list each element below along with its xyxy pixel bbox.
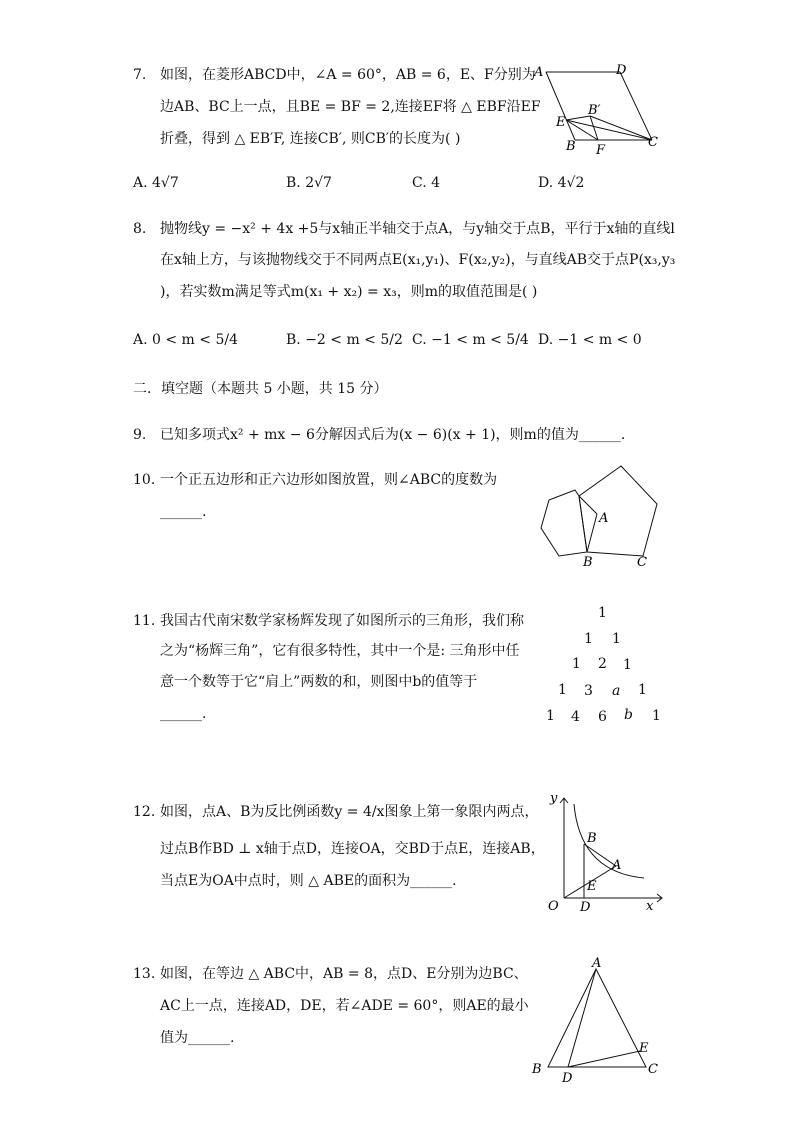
q12-label-E: E — [587, 879, 597, 894]
q12-label-y: y — [550, 791, 558, 806]
q10-label-B: B — [583, 555, 593, 570]
section-2-title: 二．填空题（本题共 5 小题，共 15 分） — [133, 381, 388, 397]
q12-label-B: B — [587, 831, 597, 846]
q8-line-3: )，若实数m满足等式m(x₁ + x₂) = x₃，则m的取值范围是( ) — [160, 284, 538, 300]
q10-polygons-figure — [535, 460, 665, 570]
q12-label-O: O — [548, 899, 559, 914]
q7-label-E: E — [556, 115, 566, 130]
q12-line-3: 当点E为OA中点时，则 △ ABE的面积为______. — [160, 873, 457, 889]
q12-label-A: A — [612, 858, 622, 873]
tri-r4-c2: 3 — [584, 683, 593, 699]
q11-number: 11. — [133, 613, 156, 629]
q12-line-2: 过点B作BD ⊥ x轴于点D，连接OA，交BD于点E，连接AB， — [160, 841, 545, 857]
tri-r2-c2: 1 — [612, 631, 621, 647]
q13-label-D: D — [562, 1071, 573, 1085]
q8-line-2: 在x轴上方，与该抛物线交于不同两点E(x₁,y₁)、F(x₂,y₂)，与直线AB交于点P(x₃,y₃ — [160, 252, 676, 268]
tri-r5-c1: 1 — [546, 708, 555, 724]
tri-r5-c2: 4 — [571, 709, 580, 725]
tri-r5-c3: 6 — [598, 709, 607, 725]
tri-r3-c2: 2 — [598, 656, 607, 672]
tri-r4-c1: 1 — [558, 682, 567, 698]
q7-option-c: C. 4 — [412, 175, 441, 191]
q13-line-3: 值为______. — [160, 1030, 235, 1046]
q8-option-a: A. 0 < m < 5/4 — [133, 332, 238, 348]
q13-line-2: AC上一点，连接AD，DE，若∠ADE = 60°，则AE的最小 — [160, 998, 529, 1014]
q10-label-A: A — [599, 511, 609, 526]
q7-label-Bp: B′ — [588, 103, 601, 118]
q13-label-A: A — [592, 956, 602, 971]
q7-label-A: A — [534, 65, 544, 80]
tri-r4-c4: 1 — [638, 682, 647, 698]
tri-r2-c1: 1 — [584, 631, 593, 647]
q12-label-D: D — [580, 900, 591, 915]
q7-option-b: B. 2√7 — [286, 175, 332, 191]
q7-option-a: A. 4√7 — [133, 175, 179, 191]
q13-label-E: E — [639, 1041, 649, 1056]
q8-option-b: B. −2 < m < 5/2 — [286, 332, 403, 348]
q11-line-2: 之为“杨辉三角”，它有很多特性，其中一个是: 三角形中任 — [160, 643, 520, 659]
tri-r4-c3: a — [612, 683, 621, 699]
q7-label-C: C — [648, 135, 658, 150]
q13-label-B: B — [532, 1062, 542, 1077]
q12-label-x: x — [646, 899, 654, 914]
tri-r5-c5: 1 — [652, 708, 661, 724]
q13-label-C: C — [648, 1062, 658, 1077]
q7-label-D: D — [616, 63, 627, 78]
q7-label-F: F — [596, 143, 606, 158]
q10-number: 10. — [133, 472, 156, 488]
q11-line-1: 我国古代南宋数学家杨辉发现了如图所示的三角形，我们称 — [160, 613, 524, 629]
q12-number: 12. — [133, 804, 156, 820]
q13-number: 13. — [133, 966, 156, 982]
q8-line-1: 抛物线y = −x² + 4x +5与x轴正半轴交于点A，与y轴交于点B，平行于x轴的直线l — [160, 221, 675, 237]
q7-number: 7. — [133, 67, 147, 83]
tri-r1-c1: 1 — [598, 605, 607, 621]
q7-line-2: 边AB、BC上一点，且BE = BF = 2,连接EF将 △ EBF沿EF — [160, 99, 541, 115]
tri-r3-c1: 1 — [572, 656, 581, 672]
q7-line-1: 如图，在菱形ABCD中，∠A = 60°，AB = 6，E、F分别为 — [160, 67, 536, 83]
q12-inverse-function-figure — [540, 790, 670, 915]
q9-number: 9. — [133, 427, 147, 443]
q11-line-3: 意一个数等于它“肩上”两数的和，则图中b的值等于 — [160, 674, 478, 690]
q7-label-B: B — [566, 139, 576, 154]
q8-number: 8. — [133, 221, 147, 237]
q13-line-1: 如图，在等边 △ ABC中，AB = 8，点D、E分别为边BC、 — [160, 966, 528, 982]
q10-line-2: ______. — [160, 504, 207, 520]
q7-option-d: D. 4√2 — [538, 175, 585, 191]
q13-equilateral-triangle-figure — [528, 955, 668, 1085]
tri-r5-c4: b — [624, 707, 633, 723]
q8-option-c: C. −1 < m < 5/4 — [412, 332, 529, 348]
q10-line-1: 一个正五边形和正六边形如图放置，则∠ABC的度数为 — [160, 472, 498, 488]
q7-rhombus-figure — [528, 58, 668, 158]
q7-line-3: 折叠，得到 △ EB′F, 连接CB′, 则CB′的长度为( ) — [160, 131, 461, 147]
q8-option-d: D. −1 < m < 0 — [538, 332, 642, 348]
q12-line-1: 如图，点A、B为反比例函数y = 4/x图象上第一象限内两点， — [160, 804, 539, 820]
q9-line-1: 已知多项式x² + mx − 6分解因式后为(x − 6)(x + 1)，则m的值为______. — [160, 427, 626, 443]
q10-label-C: C — [637, 555, 647, 570]
tri-r3-c3: 1 — [623, 657, 632, 673]
q11-line-4: ______. — [160, 706, 207, 722]
